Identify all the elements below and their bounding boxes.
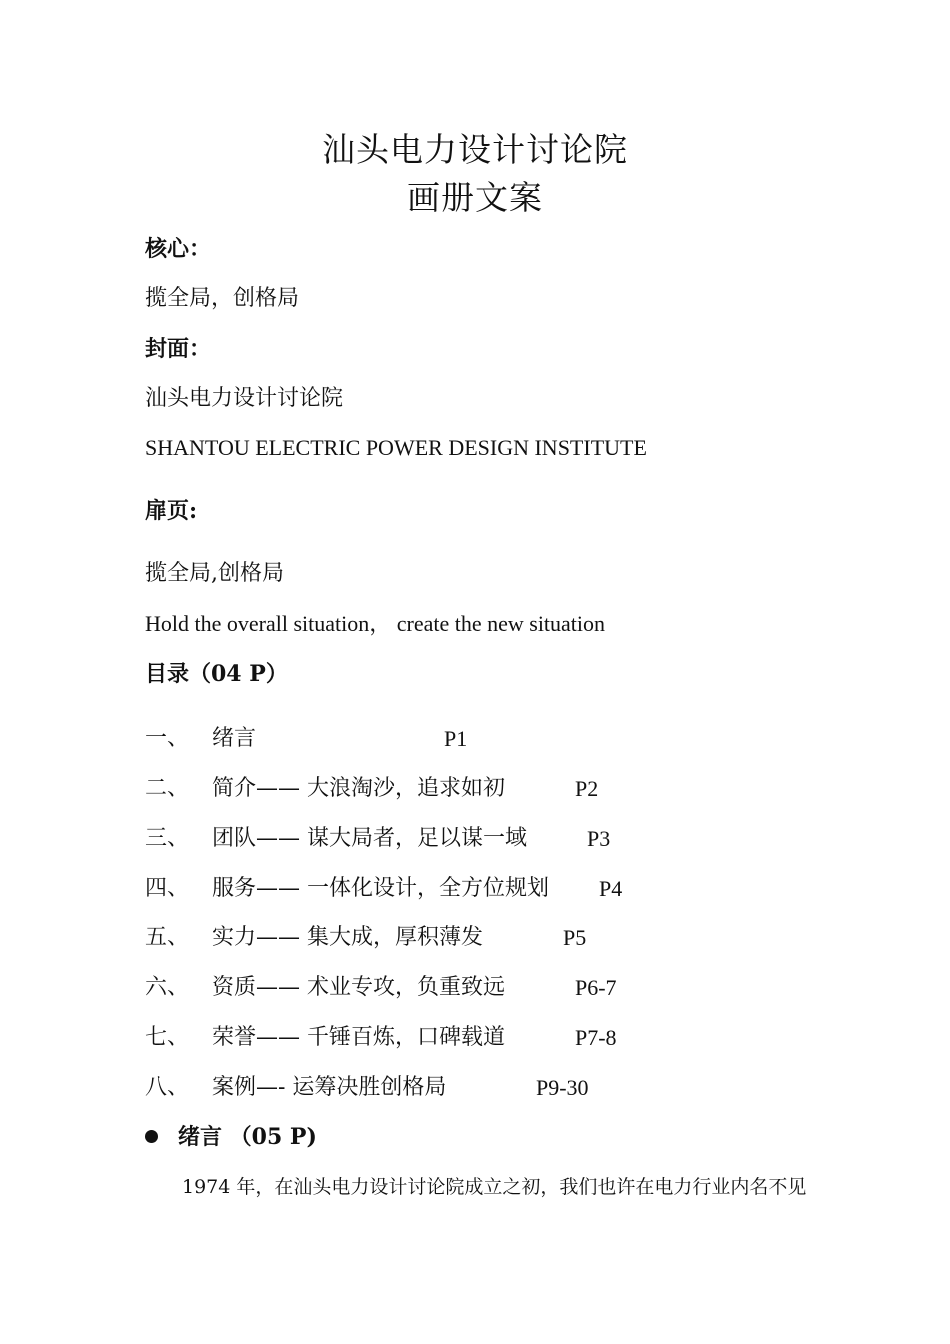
toc-item-text: 荣誉—— 千锤百炼，口碑载道 [212, 1025, 505, 1050]
document-subtitle: 画册文案 [407, 178, 543, 217]
toc-item-text: 资质—— 术业专攻，负重致远 [212, 975, 505, 1000]
toc-item-text: 案例—- 运筹决胜创格局 [212, 1075, 447, 1100]
toc-item-page: P4 [599, 876, 623, 901]
toc-item-text: 团队—— 谋大局者，足以谋一域 [212, 826, 527, 851]
core-text: 揽全局，创格局 [145, 286, 300, 311]
toc-item-number: 四、 [145, 876, 190, 901]
toc-item-text: 简介—— 大浪淘沙，追求如初 [212, 776, 505, 801]
toc-item [145, 1072, 795, 1104]
cover-name-en: SHANTOU ELECTRIC POWER DESIGN INSTITUTE [145, 435, 647, 460]
cover-heading: 封面： [145, 336, 212, 362]
toc-item-number: 八、 [145, 1075, 190, 1100]
cover-name-cn: 汕头电力设计讨论院 [145, 386, 344, 411]
bullet-dot-icon [145, 1130, 158, 1143]
core-heading: 核心： [145, 236, 212, 262]
toc-item-number: 五、 [145, 925, 190, 950]
title-page-slogan-en: Hold the overall situation， create the new situation [145, 611, 606, 636]
toc-item [145, 773, 795, 805]
toc-item-page: P2 [575, 776, 599, 801]
toc-item [145, 972, 795, 1004]
toc-item [145, 823, 795, 855]
toc-item-page: P6-7 [575, 975, 617, 1000]
toc-item-page: P7-8 [575, 1025, 617, 1050]
title-page-heading: 扉页: [145, 498, 198, 524]
toc-item-number: 一、 [145, 726, 190, 751]
toc-item-page: P9-30 [536, 1075, 589, 1100]
toc-item-page: P1 [444, 726, 468, 751]
toc-item-page: P5 [563, 925, 587, 950]
toc-item-number: 二、 [145, 776, 190, 801]
toc-item [145, 1022, 795, 1054]
intro-heading: 绪言 （05 P) [178, 1124, 317, 1150]
toc-item-number: 三、 [145, 826, 190, 851]
toc-item-text: 服务—— 一体化设计，全方位规划 [212, 876, 549, 901]
toc-item-page: P3 [587, 826, 611, 851]
title-page-slogan-cn: 揽全局,创格局 [145, 561, 284, 586]
document-title: 汕头电力设计讨论院 [322, 130, 628, 169]
intro-heading-line [145, 1122, 317, 1152]
toc-item [145, 723, 795, 755]
toc-heading: 目录（04 P） [145, 661, 288, 687]
toc-item-text: 绪言 [212, 726, 257, 751]
toc-item-text: 实力—— 集大成，厚积薄发 [212, 925, 483, 950]
intro-paragraph: 1974 年，在汕头电力设计讨论院成立之初，我们也许在电力行业内名不见 [182, 1176, 807, 1198]
toc-item-number: 七、 [145, 1025, 190, 1050]
toc-item [145, 922, 795, 954]
toc-item-number: 六、 [145, 975, 190, 1000]
toc-item [145, 873, 795, 905]
